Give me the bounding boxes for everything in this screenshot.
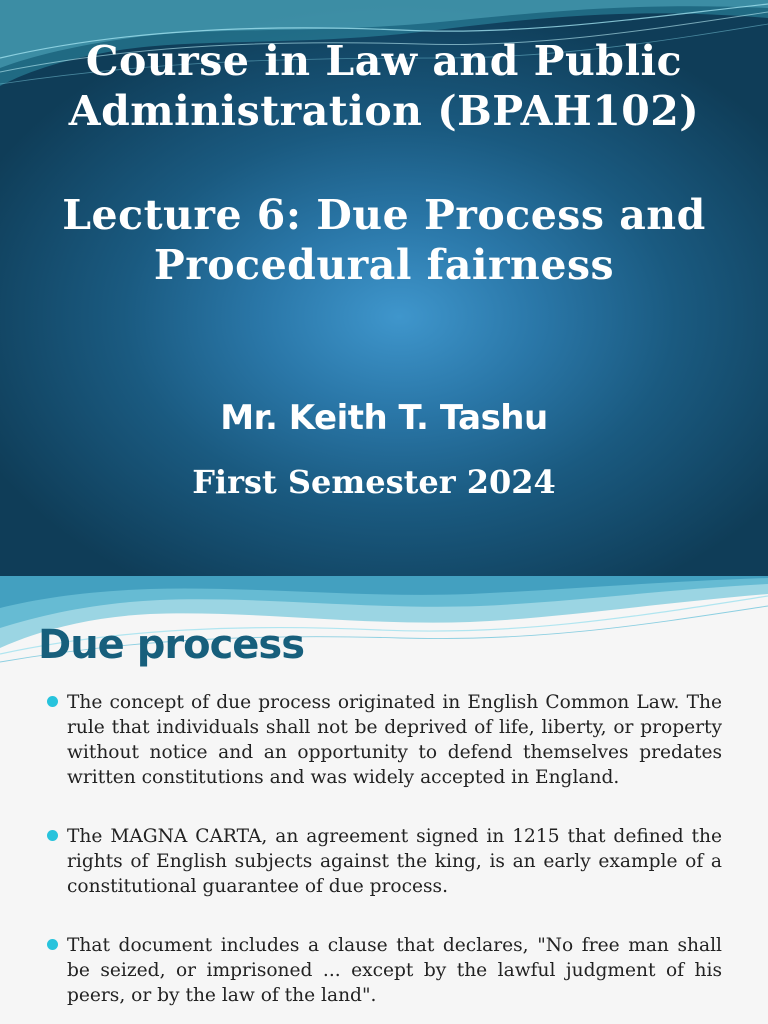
list-item (46, 690, 722, 790)
course-title: Course in Law and Public Administration (BPAH102) (68, 37, 700, 135)
bullet-text: The concept of due process originated in English Common Law. The rule that individuals shall not be deprived of life, liberty, or property without notice and an opportunity to defend themselves predates written constitutions and was widely accepted in England. (67, 692, 722, 788)
bullet-text: That document includes a clause that declares, "No free man shall be seized, or imprisoned ... except by the lawful judgment of his peers, or by the law of the land". (67, 935, 722, 1006)
list-item (46, 824, 722, 899)
due-process-slide (0, 576, 768, 1024)
bullet-list (46, 690, 722, 1024)
lecturer-name: Mr. Keith T. Tashu (220, 398, 548, 438)
bullet-icon (47, 696, 58, 707)
bullet-icon (47, 939, 58, 950)
slide-heading: Due process (38, 622, 305, 668)
list-item (46, 933, 722, 1008)
bullet-icon (47, 830, 58, 841)
semester-label: First Semester 2024 (192, 463, 556, 501)
bullet-text: The MAGNA CARTA, an agreement signed in 1215 that defined the rights of English subjects against the king, is an early example of a constitutional guarantee of due process. (67, 826, 722, 897)
lecture-title: Lecture 6: Due Process and Procedural fairness (62, 191, 706, 289)
